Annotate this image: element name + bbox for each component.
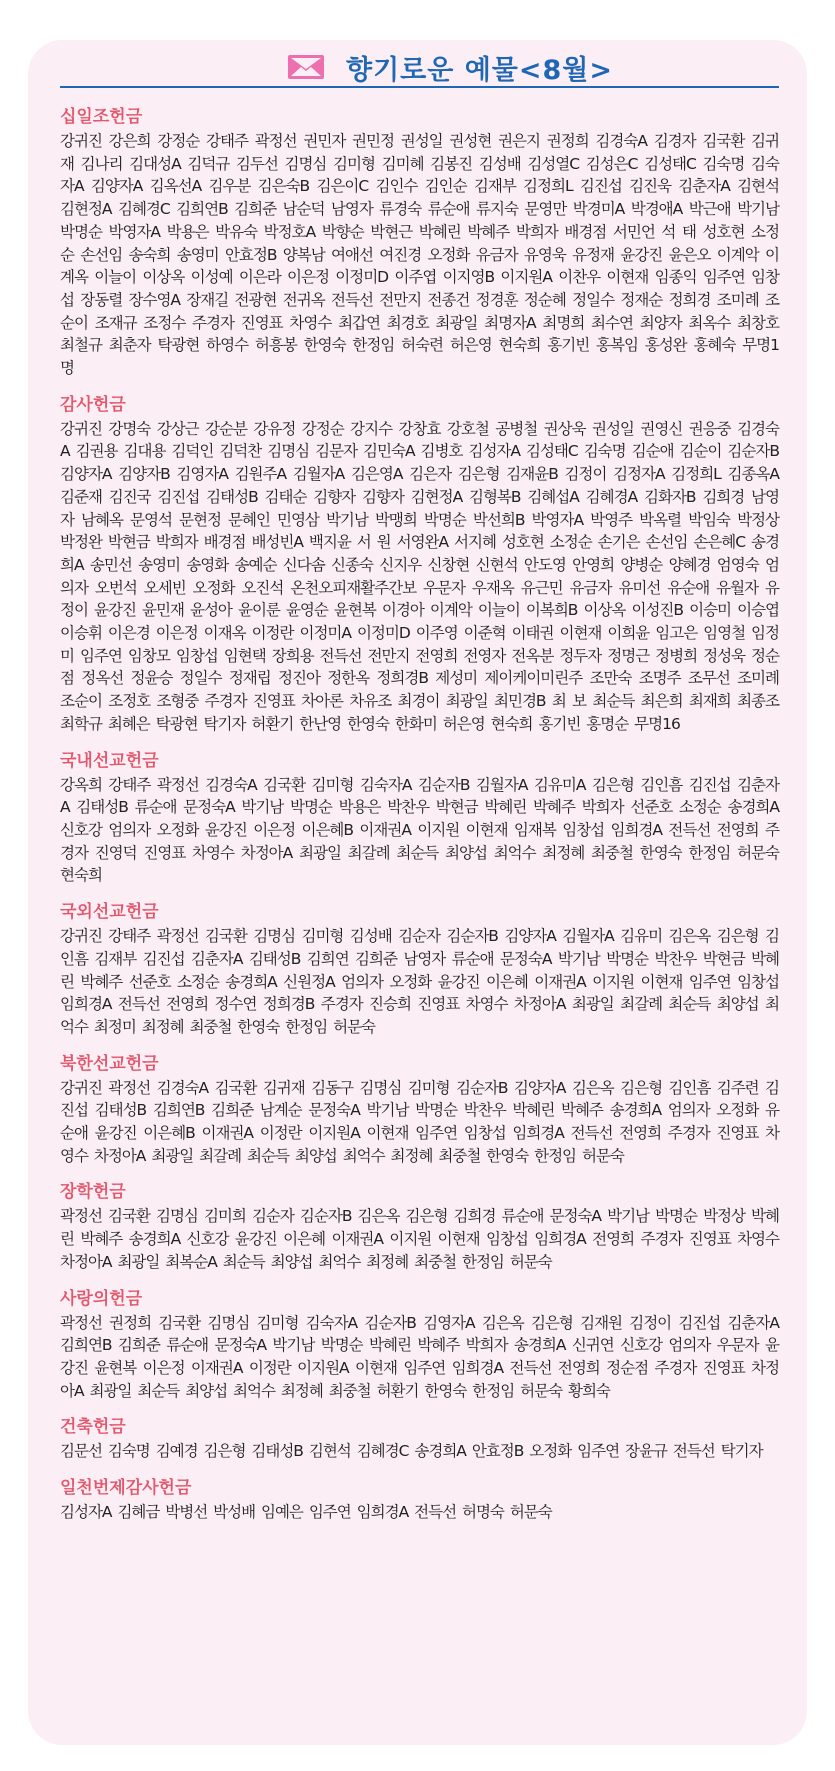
title-divider bbox=[60, 86, 779, 88]
offering-section bbox=[60, 1477, 779, 1524]
page-title: 향기로운 예물<8월> bbox=[346, 55, 614, 86]
offering-section bbox=[60, 106, 779, 380]
offering-section bbox=[60, 394, 779, 736]
envelope-icon bbox=[287, 54, 325, 80]
donor-names: 강귀진 강은희 강정순 강태주 곽정선 권민자 권민정 권성일 권성현 권은지 권정희 김경숙A 김경자 김국환 김귀재 김나리 김대성A 김덕규 김두선 김명심 김미형 김미혜 김봉진 김성배 김성열C 김성은C 김성태C 김숙명 김숙자A 김양자A 김옥선A 김우분 김은숙B 김은이C 김인수 김인순 김재부 김정희L 김진섭 김진욱 김춘자A 김현석 김현정A 김혜경C 김희연B 김희준 남순덕 남영자 류경숙 류순애 류지숙 문영만 박경미A 박경애A 박근애 박기남 박명순 박영자A 박용은 박유숙 박정호A 박향순 박현근 박혜린 박혜주 박희자 배경점 서민언 석 태 성호현 소정순 손선임 송숙희 송영미 안효정B 양복남 여애선 여진경 오정화 유금자 유영욱 유정재 윤강진 윤은오 이계악 이계옥 이늘이 이상옥 이성예 이은라 이은정 이정미D 이주엽 이지영B 이지원A 이찬우 이현재 임종익 임주연 임창섭 장동렬 장수영A 장재길 전광현 전귀옥 전득선 전만지 전종건 정경훈 정순혜 정일수 정재순 정희경 조미례 조순이 조재규 조정수 주경자 진영표 차영수 최갑연 최경호 최광일 최명자A 최명희 최수연 최양자 최옥수 최창호 최철규 최춘자 탁광현 하영수 허흥봉 한영숙 한정임 허숙련 허은영 현숙희 홍기빈 홍복임 홍성완 홍혜숙 무명1명 bbox=[60, 132, 779, 378]
section-title: 장학헌금 bbox=[60, 1182, 126, 1203]
offering-section bbox=[60, 1288, 779, 1403]
section-title: 국내선교헌금 bbox=[60, 750, 159, 771]
sections-container bbox=[60, 106, 779, 1524]
offering-section bbox=[60, 1181, 779, 1273]
offering-section bbox=[60, 1053, 779, 1168]
donor-names: 강옥희 강태주 곽정선 김경숙A 김국환 김미형 김숙자A 김순자B 김월자A 김유미A 김은형 김인흠 김진섭 김춘자A 김태성B 류순애 문정숙A 박기남 박명순 박용은 박찬우 박현금 박혜린 박혜주 박희자 선준호 소정순 송경희A 신호강 엄의자 오정화 윤강진 이은정 이은혜B 이재권A 이지원 이현재 임재복 임창섭 임희경A 전득선 전영희 주경자 진영덕 진영표 차영수 차정아A 최광일 최갈례 최순득 최양섭 최억수 최정혜 최중철 한영숙 한정임 허문숙 현숙희 bbox=[60, 775, 779, 885]
donor-names: 김성자A 김혜금 박병선 박성배 임예은 임주연 임희경A 전득선 허명숙 허문숙 bbox=[60, 1503, 552, 1522]
section-title: 건축헌금 bbox=[60, 1417, 126, 1438]
donor-names: 강귀진 곽정선 김경숙A 김국환 김귀재 김동구 김명심 김미형 김순자B 김양자A 김은옥 김은형 김인흠 김주련 김진섭 김태성B 김희연B 김희준 남계순 문정숙A 박기남 박명순 박찬우 박혜린 박혜주 송경희A 엄의자 오정화 유순애 윤강진 이은혜B 이재권A 이정란 이지원A 이현재 임주연 임창섭 임희경A 전득선 전영희 주경자 진영표 차영수 차정아A 최광일 최갈례 최순득 최양섭 최억수 최정혜 최중철 한영숙 한정임 허문숙 bbox=[60, 1078, 779, 1165]
donor-names: 강귀진 강명숙 강상근 강순분 강유정 강정순 강지수 강창효 강호철 공병철 권상욱 권성일 권영신 권응중 김경숙A 김권용 김대용 김덕인 김덕찬 김명심 김문자 김민숙A 김병호 김성자A 김성태C 김숙명 김순애 김순이 김순자B 김양자A 김양자B 김영자A 김원주A 김월자A 김은영A 김은자 김은형 김재윤B 김정이 김정자A 김정희L 김종옥A 김준재 김진국 김진섭 김태성B 김태순 김향자 김향자 김현정A 김형복B 김혜섭A 김혜경A 김화자B 김희경 남영자 남혜옥 문영석 문현정 문혜인 민영삼 박기남 박맹희 박명순 박선희B 박영자A 박영주 박옥렬 박임숙 박정상 박정완 박현금 박희자 배경점 배성빈A 백지윤 서 원 서영완A 서지혜 성호현 소정순 손기은 손선임 손은혜C 송경희A 송민선 송영미 송영화 송예순 신다솜 신종숙 신지우 신창현 신현석 안도영 안영희 양병순 양혜경 엄영숙 엄의자 오번석 오세빈 오정화 오진석 온천오피재활주간보 우문자 우재옥 유근민 유금자 유미선 유순애 유월자 유정이 윤강진 윤민재 윤성아 윤이룬 윤영순 윤현복 이경아 이계악 이늘이 이복희B 이상옥 이성진B 이승미 이승엽 이승휘 이은경 이은정 이재옥 이정란 이정미A 이정미D 이주영 이준혁 이태권 이현재 이희윤 임고은 임영철 임정미 임주연 임창모 임창섭 임현택 장희용 전득선 전만지 전영희 전영자 전옥분 정두자 정명근 정병희 정성욱 정순점 정옥선 정윤승 정일수 정재립 정진아 정한옥 정희경B 제성미 제이케이미린주 조만숙 조명주 조무선 조미례 조순이 조정호 조형중 주경자 진영표 차아론 차유조 최경이 최광일 최민경B 최 보 최순득 최은희 최재희 최종조 최학규 최혜은 탁광현 탁기자 허환기 한난영 한영숙 한화미 허은영 현숙희 홍기빈 홍명순 무명16 bbox=[60, 419, 779, 733]
section-title: 사랑의헌금 bbox=[60, 1288, 143, 1309]
section-title: 일천번제감사헌금 bbox=[60, 1478, 192, 1499]
section-title: 감사헌금 bbox=[60, 394, 126, 415]
page-header bbox=[60, 40, 779, 100]
section-title: 국외선교헌금 bbox=[60, 902, 159, 923]
offering-section bbox=[60, 901, 779, 1039]
donor-names: 강귀진 강태주 곽정선 김국환 김명심 김미형 김성배 김순자 김순자B 김양자A 김월자A 김유미 김은옥 김은형 김인흠 김재부 김진섭 김춘자A 김태성B 김희연 김희준 남영자 류순애 문정숙A 박기남 박명순 박찬우 박현금 박혜린 박혜주 선준호 소정순 송경희A 신원정A 엄의자 오정화 윤강진 이은혜 이재권A 이지원 이현재 임주연 임창섭 임희경A 전득선 전영희 정수연 정희경B 주경자 진승희 진영표 차영수 차정아A 최광일 최갈례 최순득 최양섭 최억수 최정미 최정혜 최중철 한영숙 한정임 허문숙 bbox=[60, 927, 779, 1036]
section-title: 북한선교헌금 bbox=[60, 1053, 159, 1074]
offering-section bbox=[60, 750, 779, 888]
section-title: 십일조헌금 bbox=[60, 107, 143, 127]
donor-names: 김문선 김숙명 김예경 김은형 김태성B 김현석 김혜경C 송경희A 안효정B 오정화 임주연 장윤규 전득선 탁기자 bbox=[60, 1442, 763, 1461]
offering-list-card bbox=[28, 40, 807, 1745]
offering-section bbox=[60, 1416, 779, 1463]
donor-names: 곽정선 권정희 김국환 김명심 김미형 김숙자A 김순자B 김영자A 김은옥 김은형 김재원 김정이 김진섭 김춘자A 김희연B 김희준 류순애 문정숙A 박기남 박명순 박혜린 박혜주 박희자 송경희A 신귀연 신호강 엄의자 우문자 윤강진 윤현복 이은정 이재권A 이정란 이지원A 이현재 임주연 임희경A 전득선 전영희 정순점 주경자 진영표 차정아A 최광일 최순득 최양섭 최억수 최정혜 최중철 허환기 한영숙 한정임 허문숙 황희숙 bbox=[60, 1313, 779, 1400]
donor-names: 곽정선 김국환 김명심 김미희 김순자 김순자B 김은옥 김은형 김희경 류순애 문정숙A 박기남 박명순 박정상 박혜린 박혜주 송경희A 신호강 윤강진 이은혜 이재권A 이지원 이현재 임창섭 임희경A 전영희 주경자 진영표 차영수 차정아A 최광일 최복순A 최순득 최양섭 최억수 최정혜 최중철 한정임 허문숙 bbox=[60, 1207, 779, 1271]
